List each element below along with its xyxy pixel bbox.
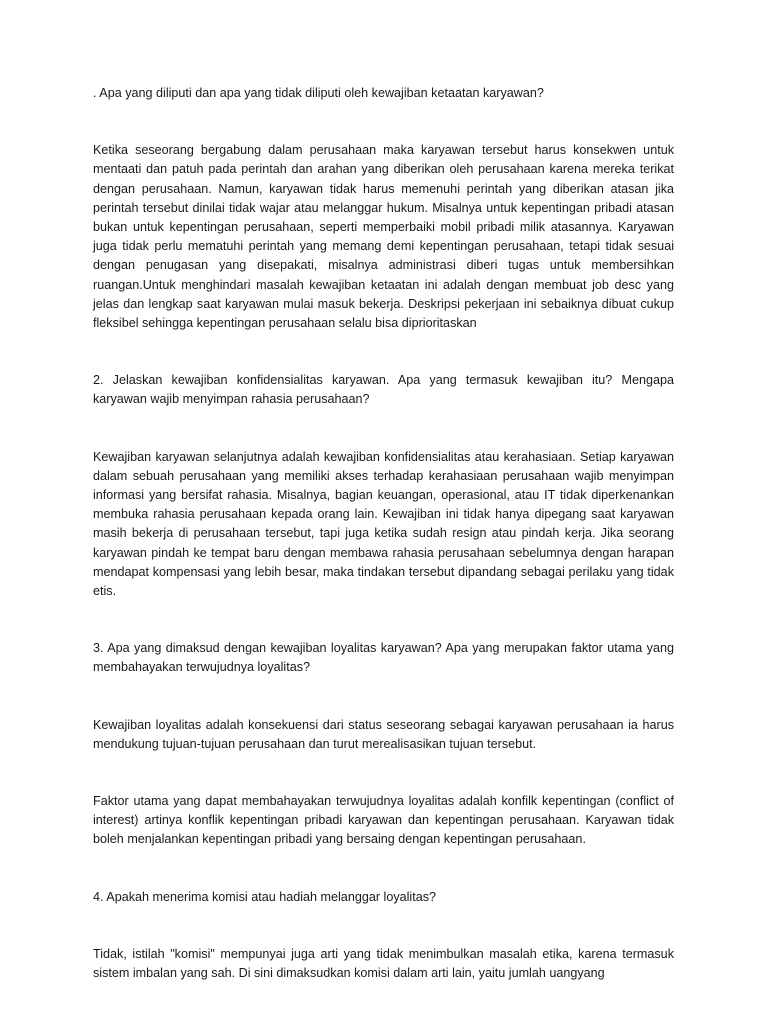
document-body xyxy=(93,84,674,983)
spacer xyxy=(93,601,674,639)
answer-1: Ketika seseorang bergabung dalam perusahaan maka karyawan tersebut harus konsekwen untuk mentaati dan patuh pada perintah dan arahan yang diberikan oleh perusahaan karena mereka terikat dengan perusahaan. Namun, karyawan tidak harus memenuhi perintah yang diberikan atasan jika perintah tersebut dinilai tidak wajar atau melanggar hukum. Misalnya untuk kepentingan pribadi atasan bukan untuk kepentingan perusahaan, seperti memperbaiki mobil pribadi milik atasannya. Karyawan juga tidak perlu mematuhi perintah yang memang demi kepentingan perusahaan, tetapi tidak sesuai dengan penugasan yang disepakati, misalnya administrasi diberi tugas untuk membersihkan ruangan.Untuk menghindari masalah kewajiban ketaatan ini adalah dengan membuat job desc yang jelas dan lengkap saat karyawan mulai masuk bekerja. Deskripsi pekerjaan ini sebaiknya dibuat cukup fleksibel sehingga kepentingan perusahaan selalu bisa diprioritaskan xyxy=(93,143,674,331)
spacer xyxy=(93,333,674,371)
answer-4: Tidak, istilah "komisi" mempunyai juga arti yang tidak menimbulkan masalah etika, karena termasuk sistem imbalan yang sah. Di sini dimaksudkan komisi dalam arti lain, yaitu jumlah uangyang xyxy=(93,946,674,981)
spacer xyxy=(93,850,674,888)
question-1: . Apa yang diliputi dan apa yang tidak diliputi oleh kewajiban ketaatan karyawan? xyxy=(93,86,544,100)
spacer xyxy=(93,754,674,792)
spacer xyxy=(93,907,674,945)
spacer xyxy=(93,103,674,141)
question-2: 2. Jelaskan kewajiban konfidensialitas karyawan. Apa yang termasuk kewajiban itu? Mengapa karyawan wajib menyimpan rahasia perusahaan? xyxy=(93,373,674,407)
question-3: 3. Apa yang dimaksud dengan kewajiban loyalitas karyawan? Apa yang merupakan faktor utama yang membahayakan terwujudnya loyalitas? xyxy=(93,641,674,675)
spacer xyxy=(93,678,674,716)
answer-3b: Faktor utama yang dapat membahayakan terwujudnya loyalitas adalah konfilk kepentingan (conflict of interest) artinya konflik kepentingan pribadi karyawan dan kepentingan perusahaan. Karyawan tidak boleh menjalankan kepentingan pribadi yang bersaing dengan kepentingan perusahaan. xyxy=(93,794,674,847)
spacer xyxy=(93,410,674,448)
answer-3a: Kewajiban loyalitas adalah konsekuensi dari status seseorang sebagai karyawan perusahaan ia harus mendukung tujuan-tujuan perusahaan dan turut merealisasikan tujuan tersebut. xyxy=(93,717,674,751)
question-4: 4. Apakah menerima komisi atau hadiah melanggar loyalitas? xyxy=(93,889,437,904)
answer-2: Kewajiban karyawan selanjutnya adalah kewajiban konfidensialitas atau kerahasiaan. Setiap karyawan dalam sebuah perusahaan yang memiliki akses terhadap kerahasiaan perusahaan wajib menyimpan informasi yang bersifat rahasia. Misalnya, bagian keuangan, operasional, atau IT tidak diperkenankan membuka rahasia perusahaan kepada orang lain. Kewajiban ini tidak hanya dipegang saat karyawan masih bekerja di perusahaan tersebut, tapi juga ketika sudah resign atau pindah kerja. Jika seorang karyawan pindah ke tempat baru dengan membawa rahasia perusahaan sebelumnya dengan harapan mendapat kompensasi yang lebih besar, maka tindakan tersebut dipandang sebagai perilaku yang tidak etis. xyxy=(93,449,674,599)
